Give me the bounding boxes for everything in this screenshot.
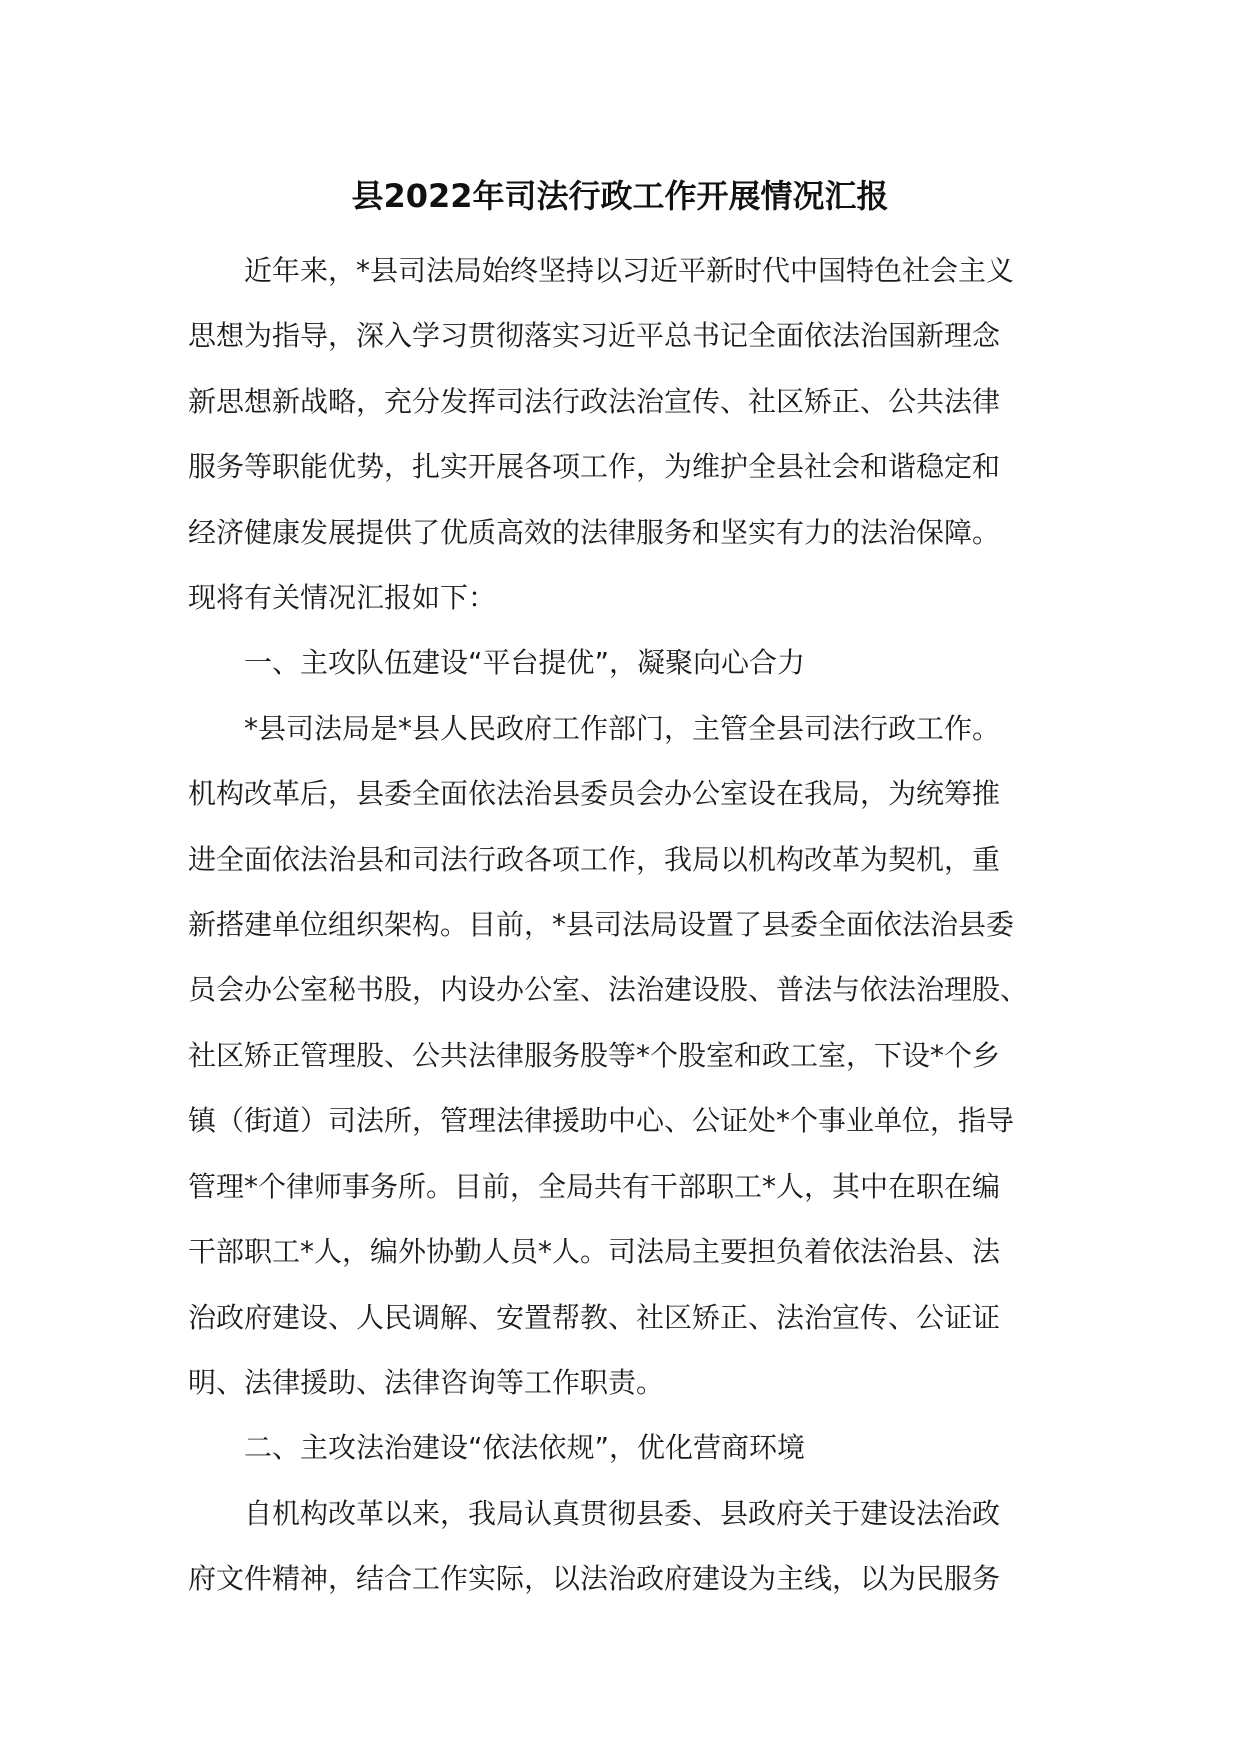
text-line: 机构改革后，县委全面依法治县委员会办公室设在我局，为统筹推 — [188, 777, 1001, 811]
text-line: 管理*个律师事务所。目前，全局共有干部职工*人，其中在职在编 — [188, 1169, 1001, 1203]
text-line: 镇（街道）司法所，管理法律援助中心、公证处*个事业单位，指导 — [188, 1104, 1015, 1138]
text-line: 员会办公室秘书股，内设办公室、法治建设股、普法与依法治理股、 — [188, 973, 1029, 1007]
text-line: 新搭建单位组织架构。目前，*县司法局设置了县委全面依法治县委 — [188, 908, 1015, 942]
text-line: 明、法律援助、法律咨询等工作职责。 — [188, 1365, 665, 1399]
text-line: *县司法局是*县人民政府工作部门，主管全县司法行政工作。 — [244, 711, 1001, 745]
document-title: 县2022年司法行政工作开展情况汇报 — [351, 177, 889, 215]
text-line: 二、主攻法治建设“依法依规”，优化营商环境 — [244, 1431, 806, 1465]
document-body — [188, 238, 1068, 1612]
text-line: 经济健康发展提供了优质高效的法律服务和坚实有力的法治保障。 — [188, 515, 1001, 549]
text-line: 一、主攻队伍建设“平台提优”，凝聚向心合力 — [244, 646, 806, 680]
text-line: 现将有关情况汇报如下： — [188, 581, 497, 615]
text-line: 思想为指导，深入学习贯彻落实习近平总书记全面依法治国新理念 — [188, 319, 1001, 353]
text-line: 服务等职能优势，扎实开展各项工作，为维护全县社会和谐稳定和 — [188, 450, 1001, 484]
text-line: 自机构改革以来，我局认真贯彻县委、县政府关于建设法治政 — [244, 1496, 1001, 1530]
text-line: 近年来，*县司法局始终坚持以习近平新时代中国特色社会主义 — [244, 254, 1015, 287]
text-line: 府文件精神，结合工作实际，以法治政府建设为主线，以为民服务 — [188, 1562, 1001, 1596]
text-line: 干部职工*人，编外协勤人员*人。司法局主要担负着依法治县、法 — [188, 1235, 1001, 1269]
text-line: 治政府建设、人民调解、安置帮教、社区矫正、法治宣传、公证证 — [188, 1300, 1001, 1334]
text-line: 新思想新战略，充分发挥司法行政法治宣传、社区矫正、公共法律 — [188, 384, 1001, 418]
text-line: 进全面依法治县和司法行政各项工作，我局以机构改革为契机，重 — [188, 842, 1001, 876]
text-line: 社区矫正管理股、公共法律服务股等*个股室和政工室，下设*个乡 — [188, 1038, 1001, 1072]
